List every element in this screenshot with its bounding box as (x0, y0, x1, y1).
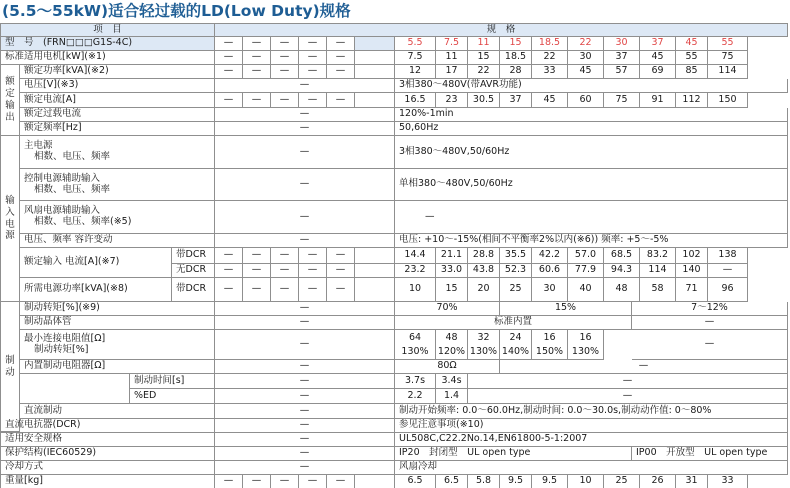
value-cell: 96 (708, 278, 748, 302)
value-cell: 37 (604, 51, 640, 65)
value-cell: 10 (568, 475, 604, 488)
output-voltage-label: 电压[V](※3) (20, 79, 215, 93)
label-line-2: 相数、电压、频率 (34, 151, 111, 162)
brake-dc-value: 制动开始频率: 0.0～60.0Hz,制动时间: 0.0～30.0s,制动动作值: 0～80% (395, 404, 788, 419)
brake-ed-label: %ED (130, 389, 215, 404)
dash-cell: — (299, 65, 327, 79)
dash-cell: — (215, 264, 243, 278)
label-line-1: 主电源 (24, 140, 53, 152)
dash-cell: — (215, 278, 243, 302)
value-cell: 114 (708, 65, 748, 79)
value-cell: 12 (395, 65, 436, 79)
value-cell: 5.5 (395, 37, 436, 51)
dash-cell: — (327, 248, 355, 264)
dash-cell: — (215, 302, 395, 316)
brake-time-v1: 3.7s (395, 374, 436, 389)
value-cell: 112 (676, 93, 708, 108)
value-cell: 17 (436, 65, 468, 79)
brake-time-label: 制动时间[s] (130, 374, 215, 389)
dash-cell: — (215, 93, 243, 108)
brake-resistor-rest: — (632, 330, 788, 360)
input-ctrl-label (20, 169, 215, 201)
dash-cell: — (327, 264, 355, 278)
value-cell: 5.8 (468, 475, 500, 488)
motor-label: 标准适用电机[kW](※1) (0, 51, 215, 65)
value-cell: 102 (676, 248, 708, 264)
torque-value: 130% (571, 345, 600, 357)
value-cell: 71 (676, 278, 708, 302)
brake-resistor-cell (532, 330, 568, 360)
input-variation-value: 电压: +10～-15%(相间不平衡率2%以内(※6)) 频率: +5～-5% (395, 234, 788, 248)
value-cell: 37 (640, 37, 676, 51)
value-cell: 21.1 (436, 248, 468, 264)
value-cell: 45 (676, 37, 708, 51)
value-cell: 52.3 (500, 264, 532, 278)
value-cell: 18.5 (532, 37, 568, 51)
dash-cell: — (271, 37, 299, 51)
spacer (355, 264, 395, 278)
dash-cell: — (243, 248, 271, 264)
value-cell: 138 (708, 248, 748, 264)
value-cell: 7.5 (395, 51, 436, 65)
value-cell: 28.8 (468, 248, 500, 264)
dash-cell: — (215, 169, 395, 201)
dash-cell: — (243, 37, 271, 51)
dash-cell: — (215, 419, 395, 433)
dash-cell: — (215, 461, 395, 475)
value-cell: 58 (640, 278, 676, 302)
value-cell: 25 (500, 278, 532, 302)
dash-cell: — (243, 65, 271, 79)
dash-cell: — (215, 79, 395, 93)
dcr_row-label: 直流电抗器(DCR) (0, 419, 215, 433)
value-cell: 9.5 (500, 475, 532, 488)
spacer (355, 475, 395, 488)
dcr_row-value: 参见注意事项(※10) (395, 419, 788, 433)
value-cell: 25 (604, 475, 640, 488)
value-cell: 22 (532, 51, 568, 65)
value-cell: 42.2 (532, 248, 568, 264)
dash-cell: — (215, 51, 243, 65)
brake-builtin-value: 80Ω (395, 360, 500, 374)
resistance-value: 16 (579, 331, 592, 343)
dash-cell: — (299, 475, 327, 488)
safety-value: UL508C,C22.2No.14,EN61800-5-1:2007 (395, 433, 788, 447)
value-cell: 43.8 (468, 264, 500, 278)
value-cell: 83.2 (640, 248, 676, 264)
input-capacity-label: 所需电源功率[kVA](※8) (20, 278, 172, 302)
header-item: 项 目 (0, 23, 215, 37)
dash-cell: — (215, 475, 243, 488)
dash-cell: — (271, 475, 299, 488)
dash-cell: — (215, 136, 395, 169)
input-ctrl-value: 单相380～480V,50/60Hz (395, 169, 788, 201)
dash-cell: — (215, 108, 395, 122)
input-fan-label (20, 201, 215, 234)
dash-cell: — (299, 93, 327, 108)
dash-cell: — (271, 65, 299, 79)
value-cell: 45 (640, 51, 676, 65)
dash-cell: — (243, 51, 271, 65)
value-cell: 15 (468, 51, 500, 65)
spacer (355, 278, 395, 302)
value-cell: 33.0 (436, 264, 468, 278)
dash-cell: — (243, 278, 271, 302)
output-voltage-value: 3相380～480V(带AVR功能) (395, 79, 788, 93)
brake-group-label: 制 动 (0, 302, 20, 432)
value-cell: 30.5 (468, 93, 500, 108)
value-cell: 22 (468, 65, 500, 79)
label-line-2: 相数、电压、频率 (34, 183, 111, 195)
brake-resistor-cell (436, 330, 468, 360)
label-line-1: 最小连接电阻值[Ω] (24, 332, 106, 344)
brake-torque-v2: 15% (500, 302, 632, 316)
dcr-label: 带DCR (172, 248, 215, 264)
protection-v2: IP00 开放型 UL open type (632, 447, 788, 461)
brake-time-rest: — (468, 374, 788, 389)
brake-ed-v1: 2.2 (395, 389, 436, 404)
input-variation-label: 电压、频率 容许变动 (20, 234, 215, 248)
value-cell: 33 (708, 475, 748, 488)
value-cell: 140 (676, 264, 708, 278)
value-cell: 11 (436, 51, 468, 65)
dash-cell: — (215, 248, 243, 264)
value-cell: 60 (568, 93, 604, 108)
model-spacer (355, 37, 395, 51)
dash-cell: — (327, 37, 355, 51)
dash-cell: — (215, 316, 395, 330)
brake-transistor-v2: — (632, 316, 788, 330)
output-overload-value: 120%-1min (395, 108, 788, 122)
value-cell: 6.5 (436, 475, 468, 488)
value-cell: 10 (395, 278, 436, 302)
value-cell: 40 (568, 278, 604, 302)
value-cell: 14.4 (395, 248, 436, 264)
value-cell: 33 (532, 65, 568, 79)
dash-cell: — (215, 404, 395, 419)
dash-cell: — (299, 37, 327, 51)
brake-resistor-cell (395, 330, 436, 360)
header-spec: 规 格 (215, 23, 788, 37)
value-cell: 20 (468, 278, 500, 302)
value-cell: 30 (568, 51, 604, 65)
dash-cell: — (215, 360, 395, 374)
value-cell: 7.5 (436, 37, 468, 51)
value-cell: 94.3 (604, 264, 640, 278)
dash-cell: — (327, 65, 355, 79)
dash-cell: — (299, 264, 327, 278)
dash-cell: — (215, 389, 395, 404)
value-cell: — (708, 264, 748, 278)
spec-table (0, 23, 790, 485)
value-cell: 68.5 (604, 248, 640, 264)
input-group-label: 输 入 电 源 (0, 136, 20, 302)
dash-cell: — (271, 264, 299, 278)
spacer (20, 374, 130, 404)
value-cell: 18.5 (500, 51, 532, 65)
value-cell: 55 (676, 51, 708, 65)
output-freq-value: 50,60Hz (395, 122, 788, 136)
nodcr-label: 无DCR (172, 264, 215, 278)
resistance-value: 48 (445, 331, 458, 343)
output-group-label: 额 定 输 出 (0, 65, 20, 136)
torque-value: 150% (535, 345, 564, 357)
value-cell: 85 (676, 65, 708, 79)
value-cell: 45 (568, 65, 604, 79)
value-cell: 150 (708, 93, 748, 108)
dash-cell: — (215, 37, 243, 51)
dash-cell: — (327, 278, 355, 302)
value-cell: 6.5 (395, 475, 436, 488)
dash-cell: — (215, 65, 243, 79)
brake-transistor-label: 制动晶体管 (20, 316, 215, 330)
page-title: (5.5～55kW)适合轻过载的LD(Low Duty)规格 (2, 2, 351, 20)
protection-label: 保护结构(IEC60529) (0, 447, 215, 461)
value-cell: 45 (532, 93, 568, 108)
brake-transistor-v1: 标准内置 (395, 316, 632, 330)
output-power-label: 额定功率[kVA](※2) (20, 65, 215, 79)
dash-cell: — (215, 374, 395, 389)
value-cell: 15 (500, 37, 532, 51)
cooling-label: 冷却方式 (0, 461, 215, 475)
value-cell: 31 (676, 475, 708, 488)
value-cell: 23 (436, 93, 468, 108)
input-fan-value: — (395, 201, 788, 234)
resistance-value: 24 (509, 331, 522, 343)
value-cell: 15 (436, 278, 468, 302)
value-cell: 114 (640, 264, 676, 278)
label-line-1: 控制电源辅助输入 (24, 172, 101, 184)
spacer (355, 93, 395, 108)
value-cell: 48 (604, 278, 640, 302)
brake-ed-v2: 1.4 (436, 389, 468, 404)
protection-v1: IP20 封闭型 UL open type (395, 447, 632, 461)
value-cell: 37 (500, 93, 532, 108)
brake-torque-v3: 7～12% (632, 302, 788, 316)
label-line-2: 制动转矩[%] (34, 343, 89, 355)
input-current-label: 额定输入 电流[A](※7) (20, 248, 172, 278)
value-cell: 57.0 (568, 248, 604, 264)
value-cell: 75 (708, 51, 748, 65)
dash-cell: — (243, 475, 271, 488)
brake-resistor-cell (568, 330, 604, 360)
value-cell: 75 (604, 93, 640, 108)
brake-resistor-cell (500, 330, 532, 360)
value-cell: 91 (640, 93, 676, 108)
dash-cell: — (271, 248, 299, 264)
dash-cell: — (299, 248, 327, 264)
brake-torque-v1: 70% (395, 302, 500, 316)
value-cell: 57 (604, 65, 640, 79)
resistance-value: 16 (543, 331, 556, 343)
dash-cell: — (243, 93, 271, 108)
brake-time-v2: 3.4s (436, 374, 468, 389)
dash-cell: — (271, 93, 299, 108)
brake-ed-rest: — (468, 389, 788, 404)
value-cell: 35.5 (500, 248, 532, 264)
spacer (355, 248, 395, 264)
torque-value: 130% (401, 345, 429, 357)
value-cell: 30 (532, 278, 568, 302)
label-line-1: 风扇电源辅助输入 (24, 205, 101, 217)
value-cell: 11 (468, 37, 500, 51)
resistance-value: 32 (477, 331, 490, 343)
dash-cell: — (215, 330, 395, 360)
input-main-label (20, 136, 215, 169)
value-cell: 26 (640, 475, 676, 488)
label-line-2: 相数、电压、频率(※5) (34, 216, 132, 227)
cooling-value: 风扇冷却 (395, 461, 788, 475)
model-label: 型 号 (FRN□□□G1S-4C) (0, 37, 215, 51)
safety-label: 适用安全规格 (0, 433, 215, 447)
brake-torque-label: 制动转矩[%](※9) (20, 302, 215, 316)
output-overload-label: 额定过载电流 (20, 108, 215, 122)
torque-value: 130% (469, 345, 498, 357)
brake-dc-label: 直流制动 (20, 404, 215, 419)
dash-cell: — (215, 433, 395, 447)
torque-value: 120% (437, 345, 466, 357)
dash-cell: — (271, 278, 299, 302)
value-cell: 22 (568, 37, 604, 51)
dash-cell: — (299, 51, 327, 65)
spacer (355, 51, 395, 65)
value-cell: 28 (500, 65, 532, 79)
value-cell: 16.5 (395, 93, 436, 108)
value-cell: 77.9 (568, 264, 604, 278)
value-cell: 60.6 (532, 264, 568, 278)
resistance-value: 64 (408, 331, 422, 343)
dash-cell: — (215, 447, 395, 461)
dash-cell: — (215, 234, 395, 248)
dash-cell: — (299, 278, 327, 302)
brake-resistor-label (20, 330, 215, 360)
value-cell: 30 (604, 37, 640, 51)
dash-cell: — (215, 122, 395, 136)
value-cell: 23.2 (395, 264, 436, 278)
capacity-dcr-label: 带DCR (172, 278, 215, 302)
value-cell: 9.5 (532, 475, 568, 488)
input-main-value: 3相380～480V,50/60Hz (395, 136, 788, 169)
dash-cell: — (327, 475, 355, 488)
value-cell: 69 (640, 65, 676, 79)
dash-cell: — (243, 264, 271, 278)
output-freq-label: 额定频率[Hz] (20, 122, 215, 136)
brake-resistor-cell (468, 330, 500, 360)
torque-value: 140% (501, 345, 530, 357)
value-cell: 55 (708, 37, 748, 51)
weight-label: 重量[kg] (0, 475, 215, 488)
dash-cell: — (215, 201, 395, 234)
brake-builtin-label: 内置制动电阻器[Ω] (20, 360, 215, 374)
dash-cell: — (327, 51, 355, 65)
brake-builtin-rest: — (500, 360, 788, 374)
dash-cell: — (271, 51, 299, 65)
output-current-label: 额定电流[A] (20, 93, 215, 108)
dash-cell: — (327, 93, 355, 108)
spacer (355, 65, 395, 79)
